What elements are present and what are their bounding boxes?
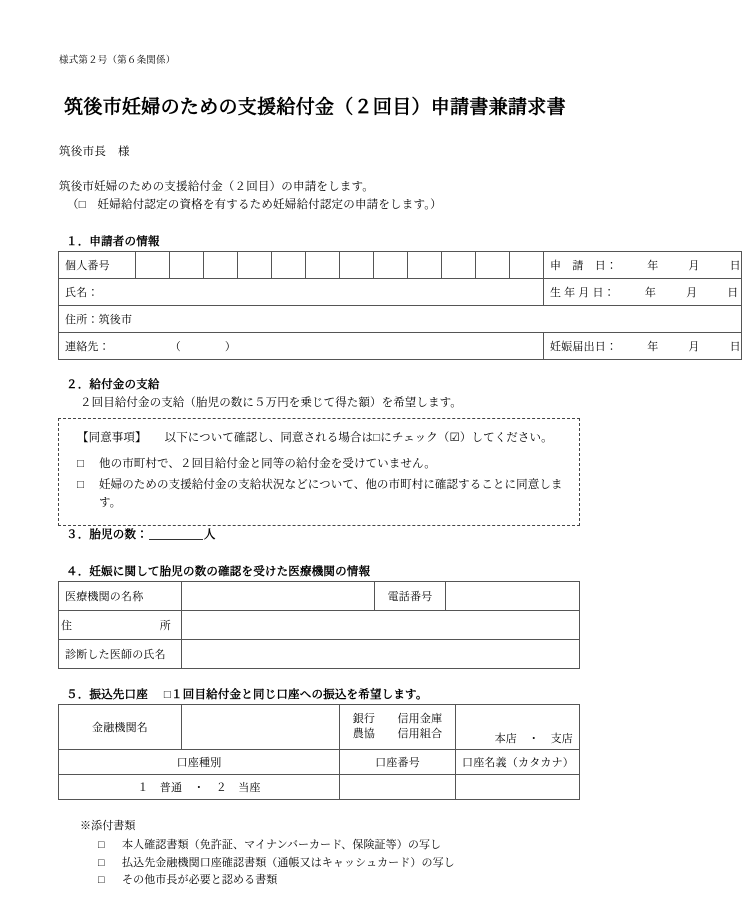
table-row (59, 639, 580, 668)
page-title: 筑後市妊婦のための支援給付金（２回目）申請書兼請求書 (64, 97, 566, 118)
checkbox-icon[interactable]: □ (98, 874, 105, 887)
attachments-title: ※添付書類 (80, 819, 136, 832)
section-5-label: ５．振込先口座 (66, 688, 148, 701)
consent-title-text: 以下について確認し、同意される場合は□にチェック（☑）してください。 (164, 431, 553, 444)
medical-address-value[interactable] (182, 610, 580, 639)
checkbox-icon[interactable]: □ (98, 856, 105, 869)
checkbox-icon[interactable]: □ (77, 479, 85, 492)
year-label: 年 (647, 259, 659, 272)
consent-item[interactable] (77, 477, 565, 513)
table-row (59, 774, 580, 799)
month-label: 月 (688, 259, 700, 272)
day-label: 日 (727, 286, 739, 299)
same-account-checkbox-note[interactable]: □１回目給付金と同じ口座への振込を希望します。 (163, 688, 428, 701)
pregnancy-notice-date-label: 妊娠届出日： (550, 340, 618, 353)
my-number-cell[interactable] (476, 251, 510, 278)
medical-address-label-left: 住 (61, 619, 73, 632)
my-number-cell[interactable] (340, 251, 374, 278)
branch-label[interactable]: 本店 ・ 支店 (456, 704, 580, 749)
bank-account-table (58, 704, 580, 800)
doctor-name-value[interactable] (182, 639, 580, 668)
my-number-cell[interactable] (170, 251, 204, 278)
account-number-value[interactable] (340, 774, 456, 799)
application-date-label: 申 請 日： (550, 259, 618, 272)
attachment-item[interactable] (98, 837, 572, 855)
table-row (59, 581, 580, 610)
my-number-cell[interactable] (408, 251, 442, 278)
my-number-cell[interactable] (510, 251, 544, 278)
my-number-cell[interactable] (136, 251, 170, 278)
fetus-count-unit: 人 (203, 528, 216, 541)
section-3-label: ３．胎児の数： (66, 528, 148, 541)
attachment-item-label: 本人確認書類（免許証、マイナンバーカード、保険証等）の写し (122, 838, 442, 851)
consent-title-line (77, 430, 565, 448)
phone-label: 電話番号 (375, 581, 446, 610)
address-label: 住所：筑後市 (65, 313, 133, 326)
attachment-item-label: 払込先金融機関口座確認書類（通帳又はキャッシュカード）の写し (122, 856, 455, 869)
section-3-heading (66, 526, 572, 542)
institution-kind-line-2: 農協 信用組合 (352, 727, 443, 740)
consent-box (58, 418, 580, 526)
consent-item[interactable] (77, 456, 565, 474)
name-label: 氏名： (65, 286, 99, 299)
table-row (59, 278, 742, 305)
address-field[interactable] (59, 305, 742, 332)
section-1-heading: １．申請者の情報 (66, 235, 160, 248)
medical-institution-table (58, 581, 580, 669)
fetus-count-input[interactable] (149, 539, 203, 540)
section-2-heading: ２．給付金の支給 (66, 378, 160, 391)
account-number-header: 口座番号 (340, 749, 456, 774)
applicant-info-table (58, 251, 742, 360)
institution-kind-line-1: 銀行 信用金庫 (352, 713, 443, 726)
contact-label: 連絡先： (65, 340, 110, 353)
table-row (59, 332, 742, 359)
section-2-body: ２回目給付金の支給（胎児の数に５万円を乗じて得た額）を希望します。 (80, 396, 462, 409)
my-number-cell[interactable] (204, 251, 238, 278)
medical-address-label (59, 610, 182, 639)
attachment-item-label: その他市長が必要と認める書類 (122, 874, 278, 887)
day-label: 日 (729, 340, 741, 353)
account-holder-header: 口座名義（カタカナ） (456, 749, 580, 774)
consent-item-label: 他の市町村で、２回目給付金と同等の給付金を受けていません。 (99, 458, 436, 471)
section-4-heading: ４．妊娠に関して胎児の数の確認を受けた医療機関の情報 (66, 565, 371, 578)
medical-name-value[interactable] (182, 581, 375, 610)
institution-label: 金融機関名 (59, 704, 182, 749)
addressee: 筑後市長 様 (59, 146, 130, 158)
contact-paren-open: （ (169, 340, 181, 353)
form-number: 様式第２号（第６条関係） (59, 56, 176, 66)
doctor-name-label: 診断した医師の氏名 (59, 639, 182, 668)
account-type-options[interactable]: １ 普通 ・ ２ 当座 (59, 774, 340, 799)
my-number-cell[interactable] (374, 251, 408, 278)
birth-date-label: 生 年 月 日： (550, 286, 615, 299)
year-label: 年 (644, 286, 657, 299)
intro-block (59, 179, 572, 215)
table-row (59, 251, 742, 278)
name-field[interactable] (59, 278, 544, 305)
attachment-item[interactable] (98, 855, 572, 873)
application-date-cell[interactable] (544, 251, 742, 278)
birth-date-cell[interactable] (544, 278, 742, 305)
month-label: 月 (686, 286, 698, 299)
year-label: 年 (647, 340, 659, 353)
my-number-label: 個人番号 (59, 251, 136, 278)
institution-value[interactable] (182, 704, 340, 749)
contact-field[interactable] (59, 332, 544, 359)
my-number-cell[interactable] (238, 251, 272, 278)
attachment-item[interactable] (98, 872, 572, 890)
consent-item-label: 妊婦のための支援給付金の支給状況などについて、他の市町村に確認することに同意します。 (99, 479, 563, 510)
attachments-block (80, 818, 572, 890)
table-row (59, 749, 580, 774)
table-row (59, 610, 580, 639)
checkbox-icon[interactable]: □ (77, 458, 85, 471)
medical-address-label-right: 所 (159, 619, 171, 632)
section-5-heading (66, 686, 572, 702)
phone-value[interactable] (446, 581, 580, 610)
pregnancy-notice-date-cell[interactable] (544, 332, 742, 359)
contact-paren-close: ） (224, 340, 237, 353)
intro-main: 筑後市妊婦のための支援給付金（２回目）の申請をします。 (59, 181, 374, 193)
checkbox-icon[interactable]: □ (98, 838, 105, 851)
my-number-cell[interactable] (442, 251, 476, 278)
account-type-header: 口座種別 (59, 749, 340, 774)
day-label: 日 (729, 259, 741, 272)
medical-name-label: 医療機関の名称 (59, 581, 182, 610)
intro-sub: （□ 妊婦給付認定の資格を有するため妊婦給付認定の申請をします。） (67, 198, 442, 211)
account-holder-value[interactable] (456, 774, 580, 799)
my-number-cell[interactable] (306, 251, 340, 278)
table-row (59, 305, 742, 332)
month-label: 月 (688, 340, 700, 353)
consent-title-label: 【同意事項】 (77, 431, 147, 444)
table-row (59, 704, 580, 749)
institution-kind-options[interactable] (340, 704, 456, 749)
my-number-cell[interactable] (272, 251, 306, 278)
